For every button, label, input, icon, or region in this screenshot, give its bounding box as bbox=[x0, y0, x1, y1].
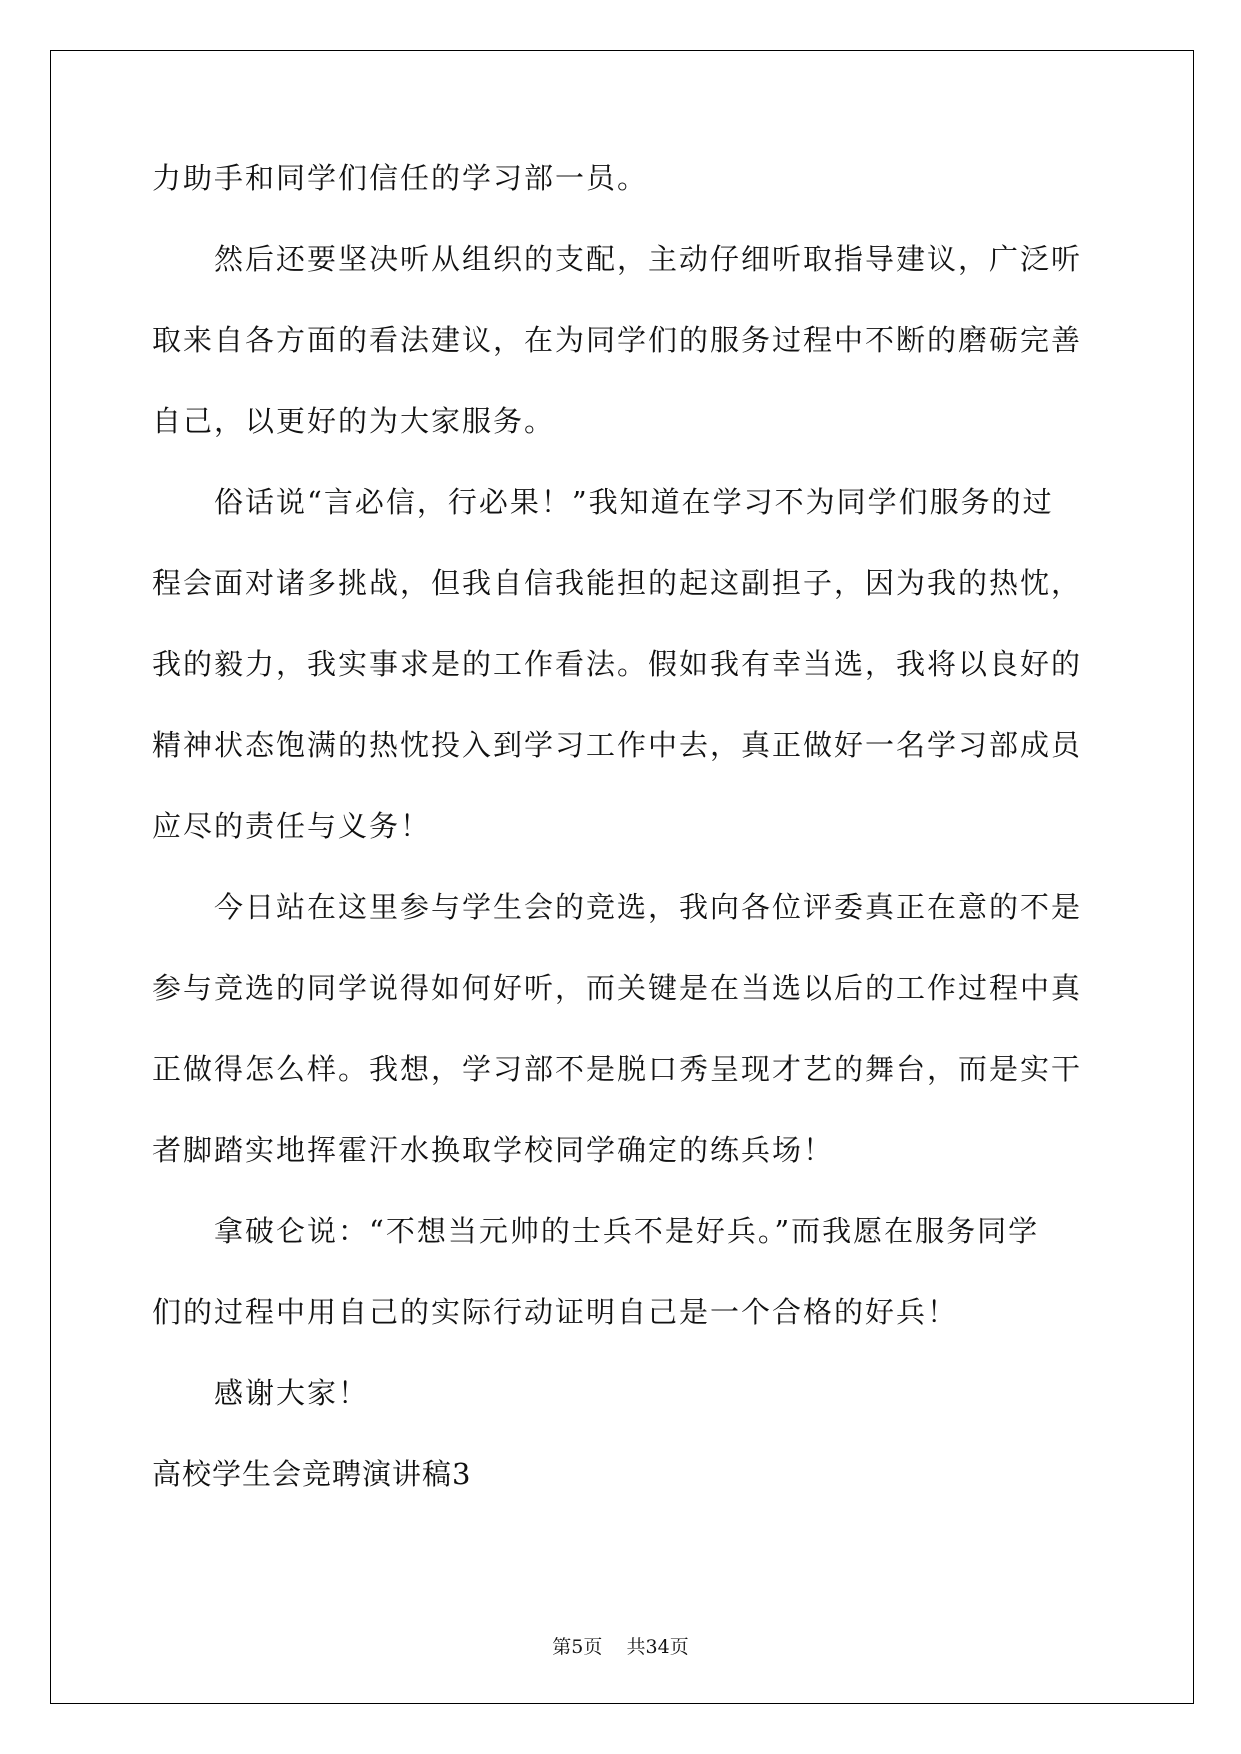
page-number: 第5页 bbox=[552, 1636, 603, 1658]
text-line: 参与竞选的同学说得如何好听，而关键是在当选以后的工作过程中真 bbox=[152, 971, 1083, 1005]
text-line: 我的毅力，我实事求是的工作看法。假如我有幸当选，我将以良好的 bbox=[152, 647, 1083, 681]
text-line: 者脚踏实地挥霍汗水换取学校同学确定的练兵场！ bbox=[152, 1133, 835, 1167]
text-line: 正做得怎么样。我想，学习部不是脱口秀呈现才艺的舞台，而是实干 bbox=[152, 1052, 1083, 1086]
section-heading: 高校学生会竞聘演讲稿3 bbox=[152, 1457, 472, 1491]
paragraph-start: 俗话说“言必信，行必果！”我知道在学习不为同学们服务的过 bbox=[214, 485, 1054, 519]
document-body bbox=[152, 160, 1092, 1537]
paragraph-start: 今日站在这里参与学生会的竞选，我向各位评委真正在意的不是 bbox=[214, 890, 1083, 924]
text-line: 程会面对诸多挑战，但我自信我能担的起这副担子，因为我的热忱， bbox=[152, 566, 1083, 600]
text-line: 精神状态饱满的热忱投入到学习工作中去，真正做好一名学习部成员 bbox=[152, 728, 1083, 762]
page-total: 共34页 bbox=[626, 1636, 689, 1658]
text-line: 力助手和同学们信任的学习部一员。 bbox=[152, 161, 649, 195]
page-footer bbox=[0, 1632, 1241, 1659]
text-line: 们的过程中用自己的实际行动证明自己是一个合格的好兵！ bbox=[152, 1295, 959, 1329]
text-line: 自己，以更好的为大家服务。 bbox=[152, 404, 556, 438]
text-line: 取来自各方面的看法建议，在为同学们的服务过程中不断的磨砺完善 bbox=[152, 323, 1083, 357]
paragraph-start: 拿破仑说：“不想当元帅的士兵不是好兵。”而我愿在服务同学 bbox=[214, 1214, 1040, 1248]
text-line: 应尽的责任与义务！ bbox=[152, 809, 432, 843]
paragraph-start: 然后还要坚决听从组织的支配，主动仔细听取指导建议，广泛听 bbox=[214, 242, 1083, 276]
paragraph-start: 感谢大家！ bbox=[214, 1376, 370, 1410]
